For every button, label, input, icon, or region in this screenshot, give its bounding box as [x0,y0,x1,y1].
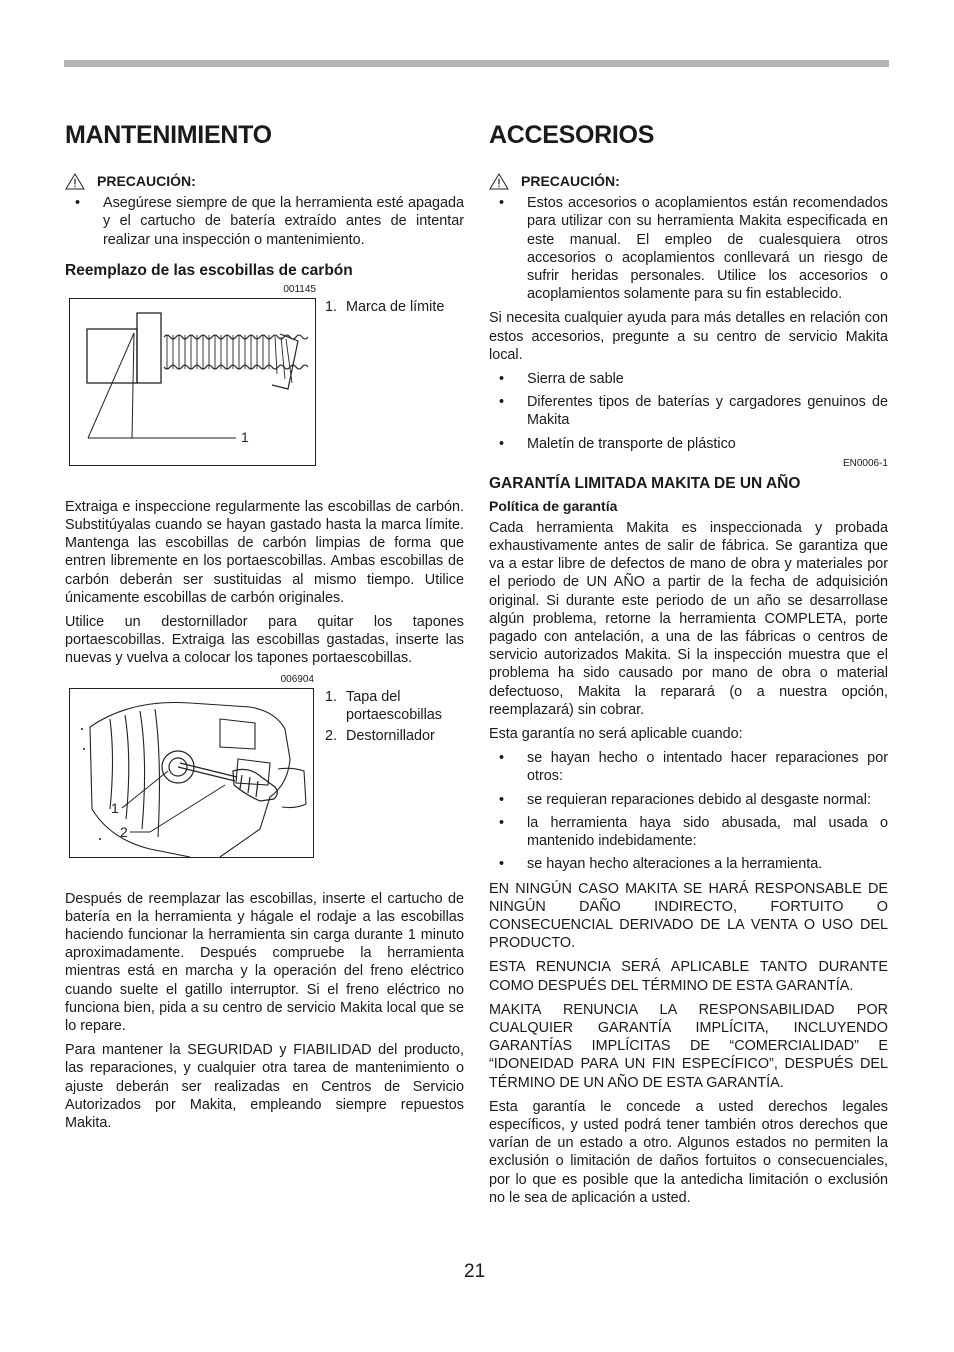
list-item: • se hayan hecho o intentado hacer reparaciones por otros: [489,749,888,785]
paragraph: EN NINGÚN CASO MAKITA SE HARÁ RESPONSABLE DE NINGÚN DAÑO INDIRECTO, FORTUITO O CONSECUENCIAL DERIVADO DE LA VENTA O USO DEL PRODUCTO. [489,880,888,952]
maintenance-section [65,120,464,1138]
paragraph: Después de reemplazar las escobillas, inserte el cartucho de batería en la herramienta y hágale el rodaje a las escobillas haciendo funcionar la herramienta sin carga durante 1 minuto aproximadamente. Después compruebe la herramienta mientras está en marcha y la operación del freno eléctrico cuando suelte el gatillo interruptor. Si el freno eléctrico no funciona bien, pida a su centro de servicio Makita local que se lo repare. [65,890,464,1035]
exclusions-list [489,749,888,873]
callout-2: 2 [120,823,128,840]
caution-label: PRECAUCIÓN: [65,172,464,190]
list-item: • se requieran reparaciones debido al desgaste normal: [489,791,888,809]
caution-label: PRECAUCIÓN: [489,172,888,190]
list-item: • Asegúrese siempre de que la herramienta esté apagada y el cartucho de batería extraído antes de intentar realizar una inspección o mantenimiento. [65,194,464,249]
list-item: • Maletín de transporte de plástico [489,435,888,453]
callout-1: 1 [241,428,249,445]
paragraph: Utilice un destornillador para quitar los tapones portaescobillas. Extraiga las escobillas gastadas, inserte las nuevas y vuelva a colocar los tapones portaescobillas. [65,614,464,667]
paragraph: Esta garantía no será aplicable cuando: [489,726,743,743]
carbon-brush-figure [65,298,464,466]
brush-cap-illustration [69,688,314,858]
legend-item: 2. Destornillador [325,728,435,745]
caution-list [489,194,888,303]
paragraph: Extraiga e inspeccione regularmente las escobillas de carbón. Substitúyalas cuando se hayan gastado hasta la marca límite. Mantenga las escobillas de carbón limpias de forma que entren libremente en los portaescobillas. Ambas escobillas de carbón deberán ser sustituidas al mismo tiempo. Utilice únicamente escobillas de carbón originales. [65,498,464,606]
page-number: 21 [464,1261,486,1282]
paragraph: MAKITA RENUNCIA LA RESPONSABILIDAD POR CUALQUIER GARANTÍA IMPLÍCITA, INCLUYENDO GARANTÍAS IMPLÍCITAS DE “COMERCIALIDAD” E “IDONEIDAD PARA UN FIN ESPECÍFICO”, DESPUÉS DEL TÉRMINO DE UN AÑO DE ESTA GARANTÍA. [489,1001,888,1091]
figure-code: 001145 [283,283,316,295]
brushes-subheading: Reemplazo de las escobillas de carbón [65,261,353,279]
warning-triangle-icon [489,173,509,190]
figure-legend [325,298,465,316]
callout-1: 1 [111,799,119,816]
carbon-brush-illustration [69,298,316,466]
list-item: • la herramienta haya sido abusada, mal usada o mantenido indebidamente: [489,814,888,850]
policy-heading: Política de garantía [489,497,618,514]
paragraph: Esta garantía le concede a usted derechos legales específicos, y usted podrá tener también otros derechos que varían de un estado a otro. Algunos estados no permiten la exclusión o limitación de daños fortuitos o consecuenciales, por lo que es posible que la antedicha limitación o exclusión no le sea de aplicación a usted. [489,1098,888,1206]
list-item: • Sierra de sable [489,370,888,388]
figure-code: 006904 [280,673,314,685]
brush-cap-figure [65,688,464,858]
section-code: EN0006-1 [842,457,888,469]
legend-item: 1. Marca de límite [325,298,445,315]
accessories-heading: ACCESORIOS [489,121,655,149]
maintenance-heading: MANTENIMIENTO [65,121,272,149]
paragraph: Para mantener la SEGURIDAD y FIABILIDAD del producto, las reparaciones, y cualquier otra tarea de mantenimiento o ajuste deberán ser realizadas en Centros de Servicio Autorizados por Makita, empleando siempre repuestos Makita. [65,1042,464,1132]
warranty-heading: GARANTÍA LIMITADA MAKITA DE UN AÑO [489,474,801,492]
accessories-section [489,120,888,1213]
warning-triangle-icon [65,173,85,190]
paragraph: Si necesita cualquier ayuda para más detalles en relación con estos accesorios, pregunte a su centro de servicio Makita local. [489,310,888,363]
list-item: • Diferentes tipos de baterías y cargadores genuinos de Makita [489,393,888,429]
figure-legend [325,688,465,746]
caution-list [65,194,464,249]
legend-item: 1. Tapa del portaescobillas [325,688,442,723]
paragraph: Cada herramienta Makita es inspeccionada y probada exhaustivamente antes de salir de fábrica. Se garantiza que va a estar libre de defectos de mano de obra y materiales por el periodo de UN AÑO a partir de la fecha de adquisición original. Si durante este periodo de un año se desarrollase algún problema, retorne la herramienta COMPLETA, porte pagado con antelación, a una de las fábricas o centros de servicio autorizados Makita. Si la inspección muestra que el problema ha sido causado por mano de obra o material defectuoso, Makita la reparará (o a nuestra opción, reemplazará) sin cobrar. [489,519,888,718]
list-item: • se hayan hecho alteraciones a la herramienta. [489,855,888,873]
list-item: • Estos accesorios o acoplamientos están recomendados para utilizar con su herramienta Makita especificada en este manual. El empleo de cualesquiera otros accesorios o acoplamientos conllevará un riesgo de sufrir heridas personales. Utilice los accesorios o acoplamientos solamente para su fin establecido. [489,194,888,303]
paragraph: ESTA RENUNCIA SERÁ APLICABLE TANTO DURANTE COMO DESPUÉS DEL TÉRMINO DE ESTA GARANTÍA. [489,959,888,994]
header-rule [64,60,889,67]
accessories-list [489,370,888,453]
